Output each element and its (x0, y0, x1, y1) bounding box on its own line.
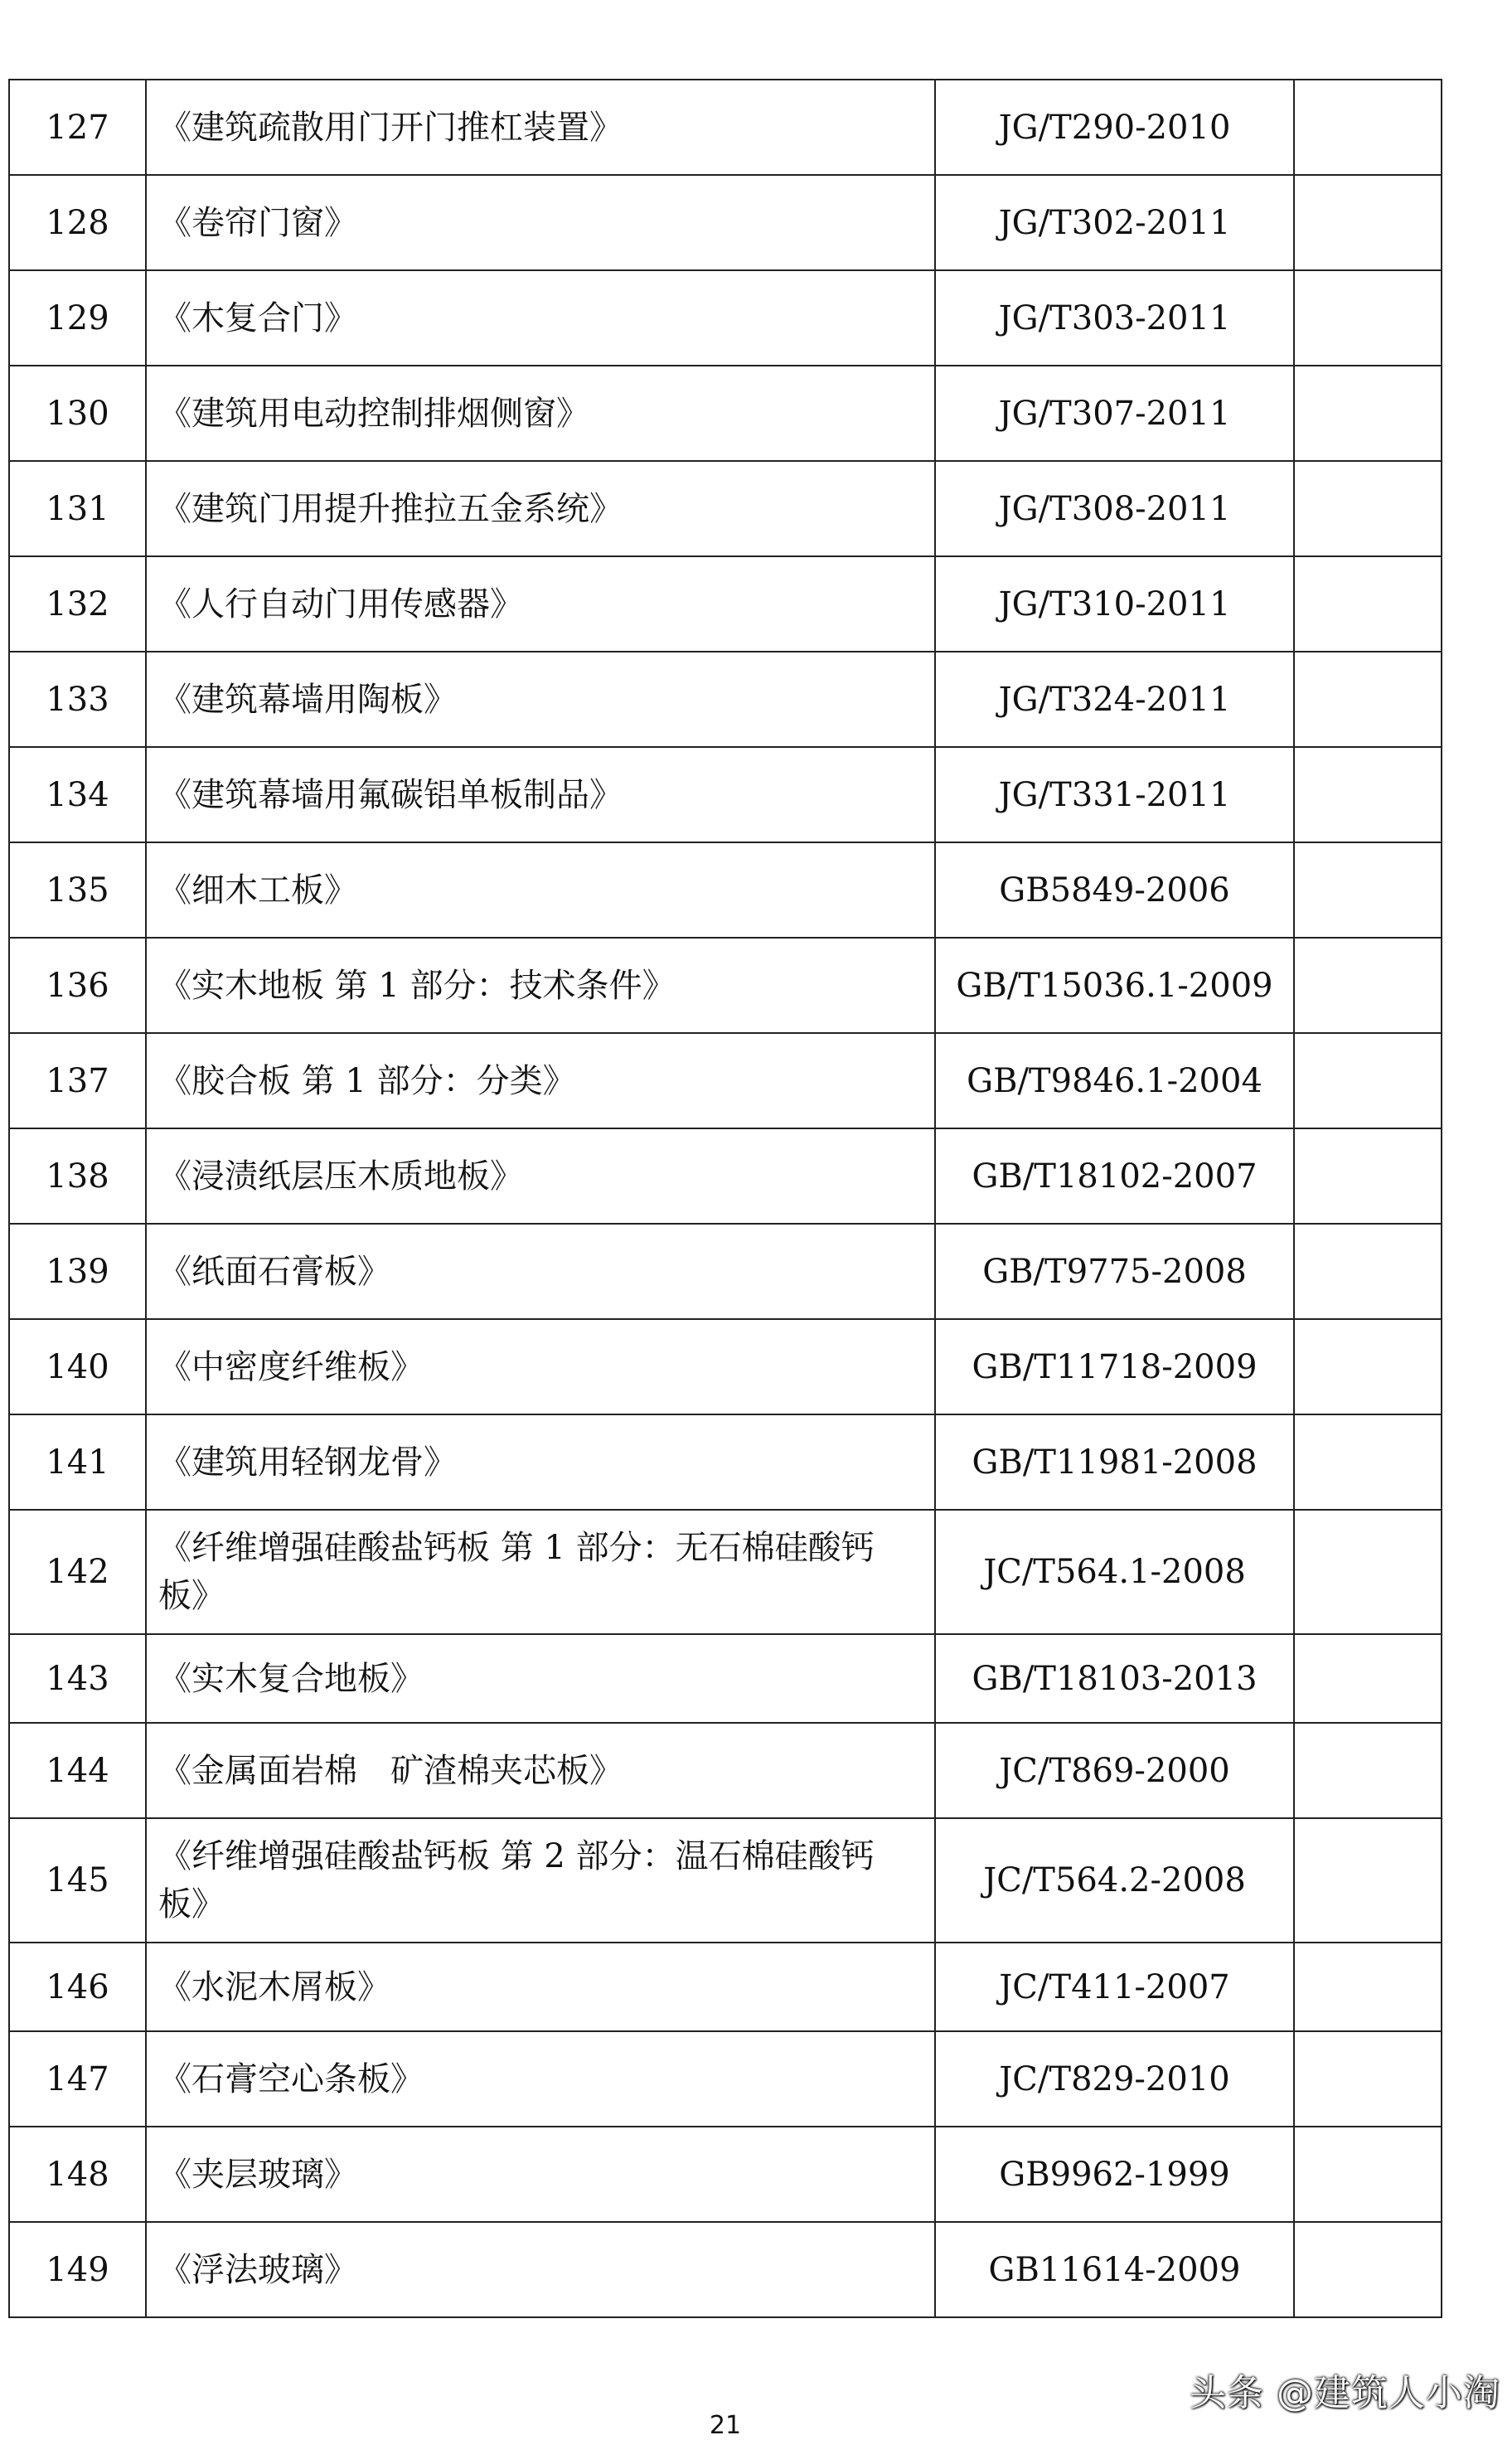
standard-code: JG/T303-2011 (935, 270, 1294, 366)
standard-name: 《建筑用轻钢龙骨》 (146, 1414, 935, 1510)
row-number: 148 (9, 2127, 146, 2222)
row-number: 133 (9, 652, 146, 747)
table-row (9, 2222, 1442, 2317)
remark-cell (1294, 652, 1442, 747)
standard-name: 《胶合板 第 1 部分：分类》 (146, 1033, 935, 1128)
standards-table-body (9, 80, 1442, 2317)
standard-name: 《木复合门》 (146, 270, 935, 366)
remark-cell (1294, 2127, 1442, 2222)
standard-code: JC/T869-2000 (935, 1723, 1294, 1818)
standard-name: 《建筑门用提升推拉五金系统》 (146, 461, 935, 556)
standard-name: 《石膏空心条板》 (146, 2031, 935, 2127)
remark-cell (1294, 270, 1442, 366)
standard-name: 《纸面石膏板》 (146, 1224, 935, 1319)
standard-code: GB/T18102-2007 (935, 1128, 1294, 1224)
standard-name: 《水泥木屑板》 (146, 1943, 935, 2031)
table-row (9, 366, 1442, 461)
standard-code: GB/T18103-2013 (935, 1634, 1294, 1723)
row-number: 127 (9, 80, 146, 175)
standard-name: 《金属面岩棉 矿渣棉夹芯板》 (146, 1723, 935, 1818)
standard-code: JC/T411-2007 (935, 1943, 1294, 2031)
table-row (9, 842, 1442, 938)
standard-code: JG/T290-2010 (935, 80, 1294, 175)
row-number: 135 (9, 842, 146, 938)
standard-code: JG/T307-2011 (935, 366, 1294, 461)
table-row (9, 1224, 1442, 1319)
standard-name: 《中密度纤维板》 (146, 1319, 935, 1414)
remark-cell (1294, 556, 1442, 652)
standard-name: 《细木工板》 (146, 842, 935, 938)
table-row (9, 1033, 1442, 1128)
table-row (9, 1510, 1442, 1634)
table-row (9, 652, 1442, 747)
standard-name: 《建筑幕墙用陶板》 (146, 652, 935, 747)
standard-code: JC/T564.1-2008 (935, 1510, 1294, 1634)
table-row (9, 1414, 1442, 1510)
remark-cell (1294, 366, 1442, 461)
remark-cell (1294, 1033, 1442, 1128)
row-number: 142 (9, 1510, 146, 1634)
remark-cell (1294, 842, 1442, 938)
table-row (9, 1943, 1442, 2031)
standard-code: JG/T310-2011 (935, 556, 1294, 652)
standard-name: 《浸渍纸层压木质地板》 (146, 1128, 935, 1224)
table-row (9, 556, 1442, 652)
remark-cell (1294, 1723, 1442, 1818)
table-row (9, 461, 1442, 556)
standard-code: JG/T308-2011 (935, 461, 1294, 556)
standard-code: GB/T11718-2009 (935, 1319, 1294, 1414)
remark-cell (1294, 938, 1442, 1033)
standard-code: JG/T324-2011 (935, 652, 1294, 747)
table-row (9, 2127, 1442, 2222)
row-number: 137 (9, 1033, 146, 1128)
remark-cell (1294, 2222, 1442, 2317)
row-number: 129 (9, 270, 146, 366)
standard-name: 《卷帘门窗》 (146, 175, 935, 270)
table-row (9, 1128, 1442, 1224)
remark-cell (1294, 1319, 1442, 1414)
table-row (9, 175, 1442, 270)
row-number: 146 (9, 1943, 146, 2031)
remark-cell (1294, 1224, 1442, 1319)
table-row (9, 747, 1442, 842)
table-row (9, 938, 1442, 1033)
row-number: 147 (9, 2031, 146, 2127)
remark-cell (1294, 1414, 1442, 1510)
standard-code: JC/T564.2-2008 (935, 1818, 1294, 1943)
standard-name: 《纤维增强硅酸盐钙板 第 1 部分：无石棉硅酸钙板》 (146, 1510, 935, 1634)
remark-cell (1294, 747, 1442, 842)
row-number: 141 (9, 1414, 146, 1510)
row-number: 149 (9, 2222, 146, 2317)
standard-code: JG/T331-2011 (935, 747, 1294, 842)
remark-cell (1294, 1943, 1442, 2031)
standard-name: 《实木复合地板》 (146, 1634, 935, 1723)
remark-cell (1294, 1634, 1442, 1723)
row-number: 128 (9, 175, 146, 270)
standard-code: GB9962-1999 (935, 2127, 1294, 2222)
row-number: 131 (9, 461, 146, 556)
remark-cell (1294, 1818, 1442, 1943)
page-number: 21 (709, 2411, 742, 2440)
remark-cell (1294, 80, 1442, 175)
row-number: 140 (9, 1319, 146, 1414)
remark-cell (1294, 1510, 1442, 1634)
row-number: 143 (9, 1634, 146, 1723)
table-row (9, 1319, 1442, 1414)
standard-code: GB/T9775-2008 (935, 1224, 1294, 1319)
standard-code: JG/T302-2011 (935, 175, 1294, 270)
row-number: 145 (9, 1818, 146, 1943)
remark-cell (1294, 461, 1442, 556)
standard-name: 《建筑疏散用门开门推杠装置》 (146, 80, 935, 175)
standard-name: 《夹层玻璃》 (146, 2127, 935, 2222)
table-row (9, 1818, 1442, 1943)
standard-name: 《实木地板 第 1 部分：技术条件》 (146, 938, 935, 1033)
standard-code: GB/T15036.1-2009 (935, 938, 1294, 1033)
remark-cell (1294, 1128, 1442, 1224)
remark-cell (1294, 2031, 1442, 2127)
standard-code: JC/T829-2010 (935, 2031, 1294, 2127)
standard-code: GB/T9846.1-2004 (935, 1033, 1294, 1128)
row-number: 132 (9, 556, 146, 652)
standard-name: 《人行自动门用传感器》 (146, 556, 935, 652)
standard-code: GB/T11981-2008 (935, 1414, 1294, 1510)
standard-name: 《建筑用电动控制排烟侧窗》 (146, 366, 935, 461)
standard-code: GB5849-2006 (935, 842, 1294, 938)
table-row (9, 1723, 1442, 1818)
standard-code: GB11614-2009 (935, 2222, 1294, 2317)
remark-cell (1294, 175, 1442, 270)
watermark: 头条 @建筑人小淘 (1190, 2372, 1500, 2414)
table-row (9, 1634, 1442, 1723)
standard-name: 《建筑幕墙用氟碳铝单板制品》 (146, 747, 935, 842)
row-number: 136 (9, 938, 146, 1033)
row-number: 139 (9, 1224, 146, 1319)
table-row (9, 2031, 1442, 2127)
row-number: 134 (9, 747, 146, 842)
row-number: 138 (9, 1128, 146, 1224)
standards-table (8, 79, 1442, 2318)
row-number: 130 (9, 366, 146, 461)
row-number: 144 (9, 1723, 146, 1818)
table-row (9, 80, 1442, 175)
standard-name: 《浮法玻璃》 (146, 2222, 935, 2317)
standard-name: 《纤维增强硅酸盐钙板 第 2 部分：温石棉硅酸钙板》 (146, 1818, 935, 1943)
table-row (9, 270, 1442, 366)
